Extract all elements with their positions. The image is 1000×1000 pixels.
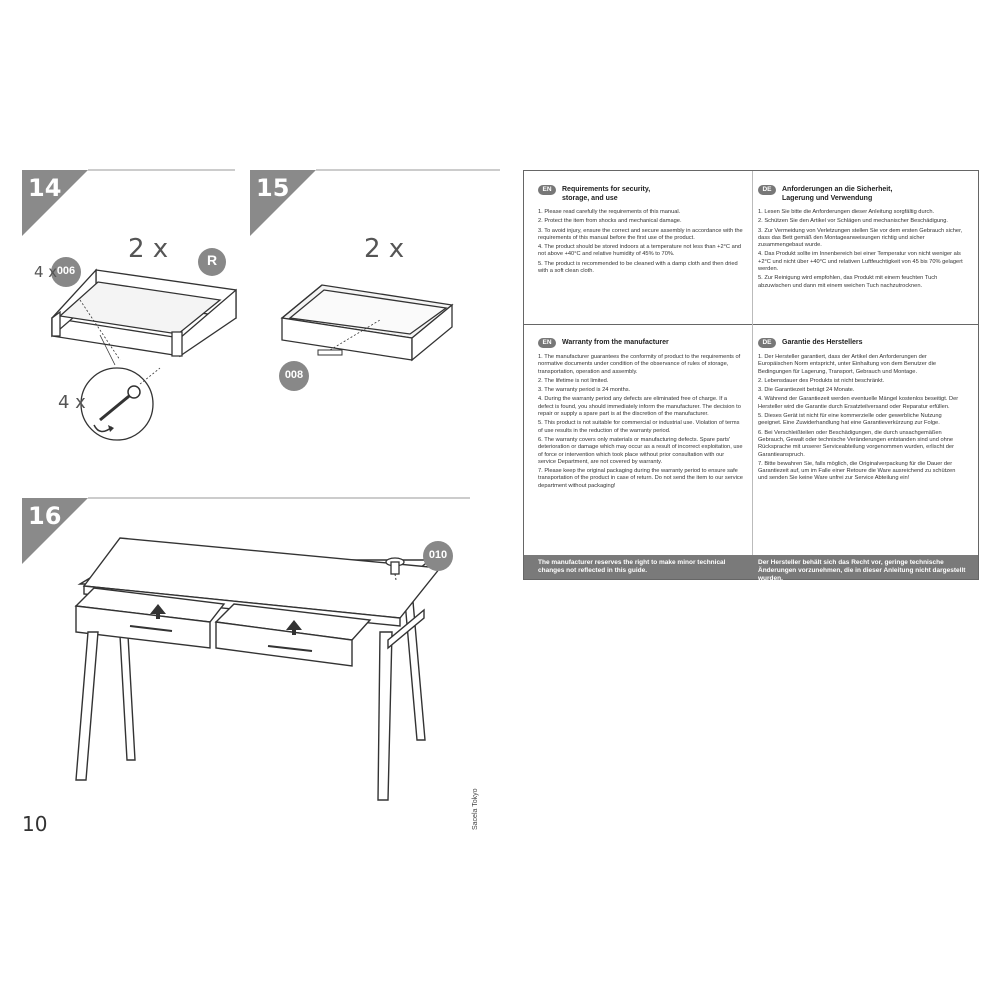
list-item: 4. During the warranty period any defects are eliminated free of charge. If a defect is found, you should immediately inform the manufacturer. The decision to repair or supply a spare part is at the discretion of the manufacturer. bbox=[538, 396, 741, 418]
safety-en-list bbox=[538, 209, 743, 277]
list-item: 2. Schützen Sie den Artikel vor Schlägen und mechanischer Beschädigung. bbox=[758, 218, 949, 225]
de-badge: DE bbox=[758, 338, 776, 348]
list-item: 6. The warranty covers only materials or manufacturing defects. Spare parts' deterioration or damage which may occur as a result of incorrect exploitation, use of force or intervention which took place without prior consultation with our service Department, are not covered by warranty. bbox=[538, 436, 743, 465]
list-item: 6. Bei Verschleißteilen oder Beschädigungen, die durch unsachgemäßen Gebrauch, Gewalt oder technische Veränderungen entstanden sind und ohne Rücksprache mit unserer Serviceabteilung vorgenommen wurden, erlischt der Garantieanspruch. bbox=[758, 429, 954, 458]
warranty-en-heading bbox=[538, 338, 669, 348]
step-14-count: 2 x bbox=[128, 234, 169, 264]
list-item: 4. Das Produkt sollte im Innenbereich bei einer Temperatur von nicht weniger als +2°C und nicht über +40°C und relativen Luftfeuchtigkeit von 45 bis 70% gelagert werden. bbox=[758, 251, 963, 273]
screw-detail-circle bbox=[81, 368, 160, 440]
step-14-screw-count: 4 x bbox=[58, 392, 86, 413]
warranty-en-list bbox=[538, 354, 743, 492]
warranty-de-heading bbox=[758, 338, 863, 348]
step-15-drawer-drawing bbox=[282, 285, 452, 360]
list-item: 1. Please read carefully the requirements of this manual. bbox=[538, 209, 681, 215]
disclaimer-de: Der Hersteller behält sich das Recht vor, geringe technische Änderungen vorzunehmen, die in dieser Anleitung nicht dargestellt wurden. bbox=[758, 559, 966, 582]
list-item: 5. The product is recommended to be cleaned with a damp cloth and then dried with a soft clean cloth. bbox=[538, 260, 738, 275]
list-item: 5. Dieses Gerät ist nicht für eine kommerzielle oder gewerbliche Nutzung geeignet. Eine Zuwiderhandlung hat eine Garantieverkürzung zur Folge. bbox=[758, 413, 942, 427]
list-item: 2. The lifetime is not limited. bbox=[538, 377, 609, 384]
list-item: 2. Protect the item from shocks and mechanical damage. bbox=[538, 218, 682, 225]
list-item: 3. Die Garantiezeit beträgt 24 Monate. bbox=[758, 387, 855, 394]
disclaimer-footer bbox=[524, 555, 978, 582]
page-number: 10 bbox=[22, 812, 48, 836]
safety-de-title-2: Lagerung und Verwendung bbox=[782, 195, 873, 202]
de-badge: DE bbox=[758, 185, 776, 195]
list-item: 7. Bitte bewahren Sie, falls möglich, die Originalverpackung für die Dauer der Garantiezeit auf, um im Falle einer Retoure die Ware ausreichend zu schützen und senden Sie keine Ware unfrei zur Service Abteilung ein! bbox=[758, 460, 956, 482]
en-badge: EN bbox=[538, 338, 556, 348]
list-item: 3. Zur Vermeidung von Verletzungen stellen Sie vor dem ersten Gebrauch sicher, dass das Bett gemäß den Montageanweisungen richtig und sicher zusammengebaut wurde. bbox=[758, 227, 963, 249]
product-name-vertical: Sacela Tokyo bbox=[472, 788, 479, 830]
step-16-desk-drawing bbox=[76, 538, 440, 800]
part-008-label: 008 bbox=[284, 369, 304, 381]
safety-de-list bbox=[758, 209, 963, 292]
list-item: 5. This product is not suitable for commercial or industrial use. Violation of terms of use results in the reduction of the warranty period. bbox=[538, 420, 740, 434]
step-14-part-count: 4 x bbox=[34, 263, 58, 281]
column-divider bbox=[752, 171, 753, 579]
step-16-number: 16 bbox=[28, 502, 62, 530]
list-item: 1. The manufacturer guarantees the conformity of product to the requirements of normative documents under condition of the observance of rules of storage, transportation, operation and assembly. bbox=[538, 354, 741, 375]
warranty-de-list bbox=[758, 354, 963, 485]
list-item: 2. Lebensdauer des Produkts ist nicht beschränkt. bbox=[758, 377, 885, 384]
safety-de-heading bbox=[758, 185, 892, 203]
en-badge: EN bbox=[538, 185, 556, 195]
side-r-label: R bbox=[206, 252, 218, 268]
step-14-drawer-drawing bbox=[52, 270, 236, 356]
warranty-de-title: Garantie des Herstellers bbox=[782, 339, 863, 346]
step-14-number: 14 bbox=[28, 174, 62, 202]
list-item: 4. Während der Garantiezeit werden eventuelle Mängel kostenlos beseitigt. Der Hersteller wird die Garantie durch Ersatzteilversand oder Reparatur erfüllen. bbox=[758, 396, 959, 410]
list-item: 5. Zur Reinigung wird empfohlen, das Produkt mit einem feuchten Tuch abzuwischen und dann mit einem weichen Tuch nachzutrocknen. bbox=[758, 275, 938, 289]
part-010-label: 010 bbox=[428, 549, 448, 561]
part-006-label: 006 bbox=[56, 265, 76, 277]
section-divider bbox=[524, 324, 978, 325]
list-item: 4. The product should be stored indoors at a temperature not less than +2°C and not above +40°C and relative humidity of 45% to 70%. bbox=[538, 244, 742, 258]
safety-en-title-1: Requirements for security, bbox=[562, 186, 651, 193]
step-15-count: 2 x bbox=[364, 234, 405, 264]
list-item: 1. Der Hersteller garantiert, dass der Artikel den Anforderungen der Europäischen Norm entspricht, unter Einhaltung von dem Benutzer die Bedingungen für Lagerung, Transport, Gebrauch und Montage. bbox=[758, 354, 936, 375]
list-item: 3. To avoid injury, ensure the correct and secure assembly in accordance with the requirements of this manual before the first use of the product. bbox=[538, 227, 743, 241]
safety-de-title-1: Anforderungen an die Sicherheit, bbox=[782, 186, 893, 193]
warranty-en-title: Warranty from the manufacturer bbox=[562, 339, 669, 346]
safety-en-title-2: storage, and use bbox=[562, 195, 618, 202]
list-item: 1. Lesen Sie bitte die Anforderungen dieser Anleitung sorgfältig durch. bbox=[758, 209, 935, 215]
list-item: 3. The warranty period is 24 months. bbox=[538, 387, 631, 394]
safety-en-heading bbox=[538, 185, 650, 203]
step-15-number: 15 bbox=[256, 174, 290, 202]
info-panel bbox=[523, 170, 979, 580]
list-item: 7. Please keep the original packaging during the warranty period to ensure safe transportation of the product in case of return. Do not send the item to our service department without packaging! bbox=[538, 468, 743, 489]
disclaimer-en: The manufacturer reserves the right to make minor technical changes not reflected in this guide. bbox=[538, 559, 726, 574]
